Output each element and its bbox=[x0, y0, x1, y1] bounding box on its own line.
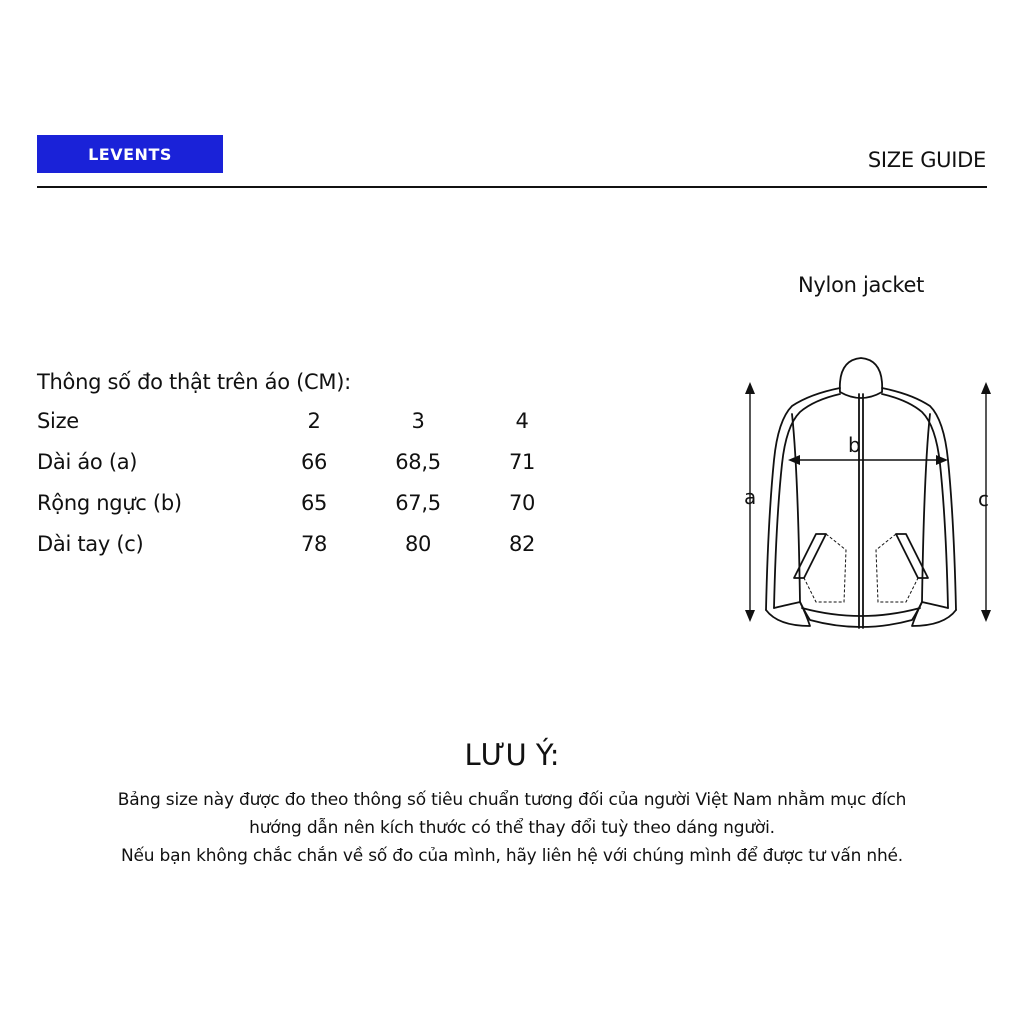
row-label-sleeve: Dài tay (c) bbox=[37, 531, 144, 556]
note-body bbox=[0, 786, 1024, 870]
size-table bbox=[37, 400, 574, 564]
table-row bbox=[37, 482, 574, 523]
header-divider bbox=[37, 186, 987, 188]
product-name: Nylon jacket bbox=[798, 273, 925, 297]
table-cell: 82 bbox=[508, 531, 536, 556]
note-title: LƯU Ý: bbox=[464, 738, 560, 772]
measurement-label-b: b bbox=[848, 433, 861, 457]
note-line: hướng dẫn nên kích thước có thể thay đổi tuỳ theo dáng người. bbox=[249, 818, 775, 838]
measurement-b-arrow-icon bbox=[788, 455, 948, 465]
table-cell: 70 bbox=[508, 490, 536, 515]
jacket-diagram bbox=[740, 350, 1000, 640]
table-row bbox=[37, 523, 574, 564]
table-cell: 67,5 bbox=[395, 490, 441, 515]
note-line: Bảng size này được đo theo thông số tiêu chuẩn tương đối của người Việt Nam nhằm mục đích bbox=[117, 790, 907, 810]
size-header-2: 2 bbox=[307, 408, 321, 433]
jacket-outline-icon bbox=[766, 358, 956, 628]
size-table-header-row bbox=[37, 400, 574, 441]
note-line: Nếu bạn không chắc chắn về số đo của mình, hãy liên hệ với chúng mình để được tư vấn nhé. bbox=[120, 846, 904, 866]
size-header-3: 3 bbox=[411, 408, 425, 433]
table-cell: 78 bbox=[300, 531, 328, 556]
table-cell: 68,5 bbox=[395, 449, 441, 474]
table-cell: 80 bbox=[404, 531, 432, 556]
brand-logo-text: LEVENTS bbox=[88, 144, 172, 164]
size-header-4: 4 bbox=[515, 408, 529, 433]
measurement-label-c: c bbox=[978, 487, 989, 511]
table-cell: 65 bbox=[300, 490, 328, 515]
row-label-length: Dài áo (a) bbox=[37, 449, 138, 474]
table-row bbox=[37, 441, 574, 482]
brand-logo bbox=[37, 135, 223, 173]
page-title: SIZE GUIDE bbox=[867, 148, 986, 172]
measurement-label-a: a bbox=[744, 485, 757, 509]
row-label-chest: Rộng ngực (b) bbox=[37, 490, 182, 515]
table-cell: 71 bbox=[508, 449, 536, 474]
table-cell: 66 bbox=[300, 449, 328, 474]
size-table-caption: Thông số đo thật trên áo (CM): bbox=[37, 370, 351, 394]
size-header-label: Size bbox=[37, 408, 79, 433]
